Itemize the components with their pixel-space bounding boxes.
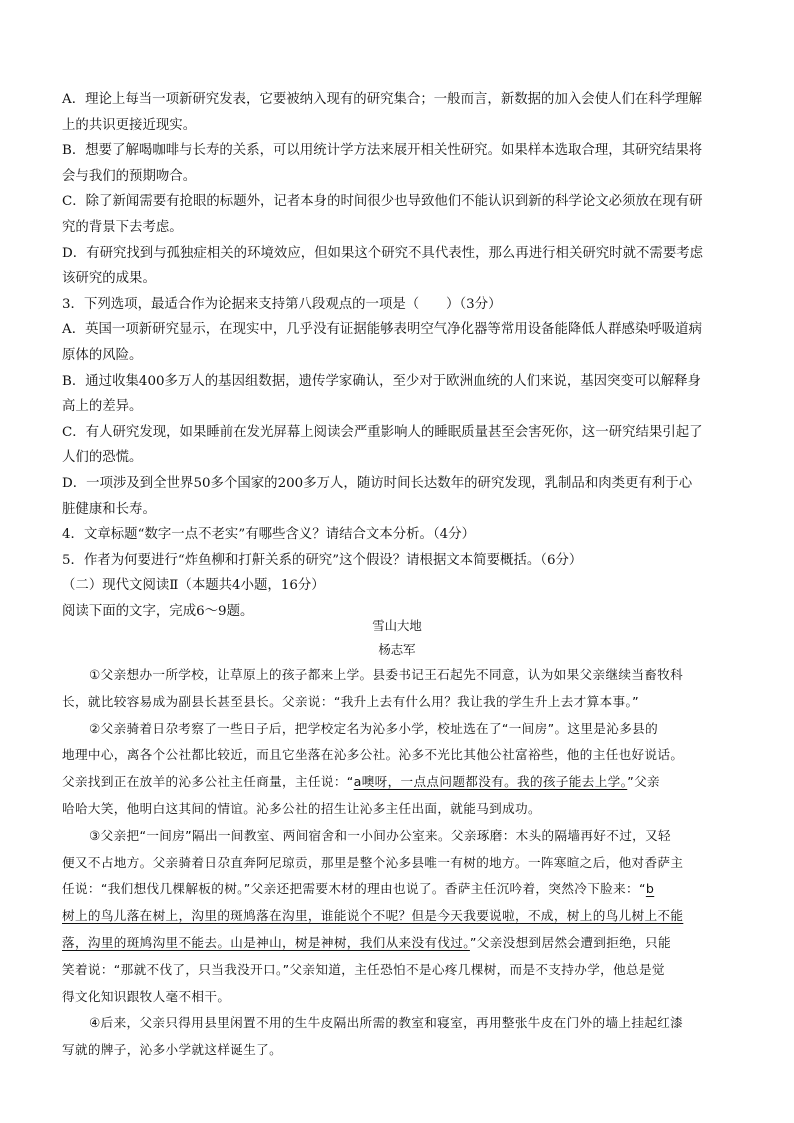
paragraph-3-line-5-tail: ”父亲没想到居然会遭到拒绝，只能 xyxy=(469,934,671,950)
option-b-line-1: B．想要了解喝咖啡与长寿的关系，可以用统计学方法来展开相关性研究。如果样本选取合理，其研究结果将 xyxy=(62,143,703,159)
paragraph-3-line-5 xyxy=(62,930,732,957)
q3-option-b-line-2: 高上的差异。 xyxy=(62,399,143,415)
paragraph-2-line-4: 哈哈大笑，他明白这其间的情谊。沁多公社的招生让沁多主任出面，就能马到成功。 xyxy=(62,800,541,816)
paragraph-2-line-3-text: 父亲找到正在放羊的沁多公社主任商量，主任说：“ xyxy=(62,774,354,790)
underlined-sentence-b-line-2: 落，沟里的斑鸠沟里不能去。山是神山，树是神树，我们从来没有伐过。 xyxy=(62,934,470,950)
option-a-line-2: 上的共识更接近现实。 xyxy=(62,117,197,133)
paragraph-2-line-3 xyxy=(62,769,732,796)
option-d-line-2: 该研究的成果。 xyxy=(62,271,156,287)
section-heading: （二）现代文阅读Ⅱ（本题共4小题，16分） xyxy=(62,578,325,594)
q3-option-c-line-1: C．有人研究发现，如果睡前在发光屏幕上阅读会严重影响人的睡眠质量甚至会害死你，这一研究结果引起了 xyxy=(62,424,703,440)
q3-option-d-line-1: D．一项涉及到全世界50多个国家的200多万人，随访时间长达数年的研究发现，乳制品和肉类更有利于心 xyxy=(62,475,693,491)
reading-instruction: 阅读下面的文字，完成6～9题。 xyxy=(62,603,254,619)
question-4: 4．文章标题“数字一点不老实”有哪些含义？请结合文本分析。（4分） xyxy=(62,527,476,543)
q3-option-a-line-1: A．英国一项新研究显示，在现实中，几乎没有证据能够表明空气净化器等常用设备能降低人群感染呼吸道病 xyxy=(62,322,702,338)
story-section xyxy=(62,614,732,1064)
underlined-marker-b: b xyxy=(645,881,655,897)
paragraph-3-line-2: 便又不占地方。父亲骑着日尕直奔阿尼琼贡，那里是整个沁多县唯一有树的地方。一阵寒暄之后，他对香萨主 xyxy=(62,854,684,870)
paragraph-3-line-1: ③父亲把“一间房”隔出一间教室、两间宿舍和一小间办公室来。父亲琢磨：木头的隔墙再好不过，又轻 xyxy=(89,827,671,843)
question-3: 3．下列选项，最适合作为论据来支持第八段观点的一项是（ ）（3分） xyxy=(62,296,502,312)
paragraph-1-line-1: ①父亲想办一所学校，让草原上的孩子都来上学。县委书记王石起先不同意，认为如果父亲继续当畜牧科 xyxy=(89,667,684,682)
paragraph-3-line-6: 笑着说：“那就不伐了，只当我没开口。”父亲知道，主任恐怕不是心疼几棵树，而是不支持办学，他总是觉 xyxy=(62,961,665,977)
option-b-line-2: 会与我们的预期吻合。 xyxy=(62,168,197,184)
question-5: 5．作者为何要进行“炸鱼柳和打鼾关系的研究”这个假设？请根据文本简要概括。（6分） xyxy=(62,552,583,568)
story-author: 杨志军 xyxy=(378,642,416,657)
option-d-line-1: D．有研究找到与孤独症相关的环境效应，但如果这个研究不具代表性，那么再进行相关研究时就不需要考虑 xyxy=(62,245,704,261)
q3-option-b-line-1: B．通过收集400多万人的基因组数据，遗传学家确认，至少对于欧洲血统的人们来说，基因突变可以解释身 xyxy=(62,373,701,389)
option-c-line-1: C．除了新闻需要有抢眼的标题外，记者本身的时间很少也导致他们不能认识到新的科学论文必须放在现有研 xyxy=(62,194,703,210)
paragraph-2-line-2: 地理中心，离各个公社都比较近，而且它坐落在沁多公社。沁多不光比其他公社富裕些，他的主任也好说话。 xyxy=(62,747,684,763)
paragraph-1-line-2: 长，就比较容易成为副县长甚至县长。父亲说：“我升上去有什么用？我让我的学生升上去才算本事。” xyxy=(62,693,639,709)
story-title: 雪山大地 xyxy=(372,618,422,633)
q3-option-a-line-2: 原体的风险。 xyxy=(62,347,143,363)
question-section xyxy=(62,87,732,624)
paragraph-3-line-3-text: 任说：“我们想伐几棵解板的树。”父亲还把需要木材的理由也说了。香萨主任沉吟着，突然冷下脸来：“ xyxy=(62,881,646,897)
option-a-line-1: A．理论上每当一项新研究发表，它要被纳入现有的研究集合；一般而言，新数据的加入会使人们在科学理解 xyxy=(62,92,702,107)
paragraph-3-line-3 xyxy=(62,876,732,903)
option-c-line-2: 究的背景下去考虑。 xyxy=(62,219,183,235)
paragraph-2-line-3-tail: ”父亲 xyxy=(627,774,660,790)
q3-option-c-line-2: 人们的恐慌。 xyxy=(62,450,143,466)
paragraph-3-line-7: 得文化知识跟牧人毫不相干。 xyxy=(62,988,231,1004)
paragraph-2-line-1: ②父亲骑着日尕考察了一些日子后，把学校定名为沁多小学，校址选在了“一间房”。这里是沁多县的 xyxy=(89,720,659,736)
underlined-sentence-a: a噢呀，一点点问题都没有。我的孩子能去上学。 xyxy=(353,774,628,790)
paragraph-4-line-2: 写就的牌子，沁多小学就这样诞生了。 xyxy=(62,1042,283,1058)
underlined-sentence-b-line-1: 树上的鸟儿落在树上，沟里的斑鸠落在沟里，谁能说个不呢？但是今天我要说啦，不成，树上的鸟儿树上不能 xyxy=(62,908,684,924)
q3-option-d-line-2: 脏健康和长寿。 xyxy=(62,501,156,517)
paragraph-4-line-1: ④后来，父亲只得用县里闲置不用的生牛皮隔出所需的教室和寝室，再用整张牛皮在门外的墙上挂起红漆 xyxy=(89,1015,684,1031)
